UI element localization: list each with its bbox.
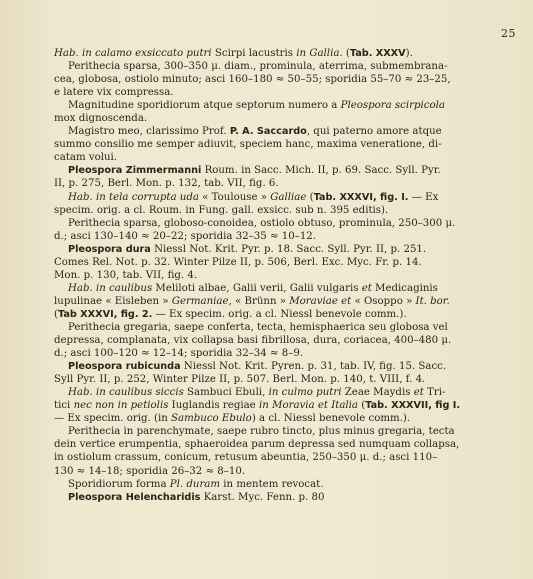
italic-text: Sambuco Ebulo	[171, 413, 252, 425]
italic-text: Pleospora scirpicola	[340, 100, 445, 112]
text-run: cea, globosa, ostiolo minuto; asci 160–180 ≈ 50–55; sporidia 55–70 ≈ 23–25,	[54, 74, 451, 86]
text-run: Iuglandis regiae	[168, 400, 259, 412]
bold-text: Tab XXXVI, fig. 2.	[57, 308, 153, 320]
text-run: tici	[54, 400, 74, 412]
text-run: Scirpi lacustris	[211, 48, 297, 59]
text-run: lupulinae « Eisleben »	[54, 295, 172, 307]
text-line	[54, 60, 466, 73]
bold-text: Pleospora Helencharidis	[68, 491, 201, 503]
text-line	[54, 399, 466, 412]
italic-text: Hab. in caulibus	[68, 282, 153, 294]
text-line	[54, 412, 466, 425]
text-run: mox dignoscenda.	[54, 113, 148, 125]
text-line	[54, 217, 466, 230]
text-run: (	[306, 191, 314, 203]
text-run: ).	[405, 48, 413, 59]
text-line	[54, 360, 466, 373]
text-run: Niessl Not. Krit. Pyr. p. 18. Sacc. Syll. Pyr. II, p. 251.	[150, 243, 427, 255]
text-run: Karst. Myc. Fenn. p. 80	[200, 491, 325, 503]
text-line	[54, 230, 466, 243]
text-line	[54, 308, 466, 321]
text-run: in ostiolum crassum, conicum, retusum abeuntia, 250–350 μ. d.; asci 110–	[54, 452, 438, 464]
text-run: Tri-	[423, 387, 446, 399]
text-run: Medicaginis	[371, 282, 438, 294]
text-run: Sporidiorum forma	[68, 478, 170, 490]
text-line	[54, 295, 466, 308]
text-run: Niessl Not. Krit. Pyren. p. 31, tab. IV, fig. 15. Sacc.	[180, 361, 447, 373]
text-run: — Ex specim. orig. (in	[54, 413, 172, 425]
page-number: 25	[501, 27, 516, 40]
text-run: in mentem revocat.	[220, 478, 324, 490]
text-line	[54, 321, 466, 334]
italic-text: in culmo putri	[268, 387, 342, 399]
italic-text: Hab. in calamo exsiccato putri	[54, 48, 212, 59]
italic-text: Moraviae et	[289, 295, 352, 307]
italic-text: Hab. in caulibus siccis	[68, 387, 184, 399]
text-run: « Toulouse »	[198, 191, 271, 203]
italic-text: Pl. duram	[169, 478, 221, 490]
text-run: depressa, complanata, vix collapsa basi fibrillosa, dura, coriacea, 400–480 μ.	[54, 335, 452, 347]
text-line	[54, 204, 466, 217]
text-run: (	[358, 400, 366, 412]
italic-text: et	[361, 282, 372, 294]
text-line	[54, 451, 466, 464]
text-run: II, p. 275, Berl. Mon. p. 132, tab. VII, fig. 6.	[54, 178, 279, 190]
text-run: « Brünn »	[231, 295, 290, 307]
text-run: specim. orig. a cl. Roum. in Fung. gall. exsicc. sub n. 395 editis).	[54, 204, 389, 216]
text-line	[54, 373, 466, 386]
text-run: Meliloti albae, Galii verii, Galii vulgaris	[152, 282, 362, 294]
text-line	[54, 125, 466, 138]
bold-text: Tab. XXXVI, fig. I.	[313, 191, 409, 203]
text-run: Perithecia gregaria, saepe conferta, tecta, hemisphaerica seu globosa vel	[68, 321, 448, 333]
text-run: Magistro meo, clarissimo Prof.	[68, 126, 230, 138]
text-line	[54, 491, 466, 504]
text-line	[54, 425, 466, 438]
text-run: 130 ≈ 14–18; sporidia 26–32 ≈ 8–10.	[54, 465, 246, 477]
text-run: — Ex specim. orig. a cl. Niessl benevole comm.).	[152, 308, 407, 320]
text-line	[54, 86, 466, 99]
bold-text: Tab. XXXV	[349, 48, 406, 59]
bold-text: Pleospora rubicunda	[68, 361, 181, 373]
text-line	[54, 73, 466, 86]
text-run: « Osoppo »	[351, 295, 416, 307]
text-run: Zeae Maydis	[341, 387, 414, 399]
text-line	[54, 191, 466, 204]
text-line	[54, 164, 466, 177]
text-run: d.; asci 130–140 ≈ 20–22; sporidia 32–35 ≈ 10–12.	[54, 230, 317, 242]
text-run: (	[342, 48, 350, 59]
text-run: , qui paterno amore atque	[306, 126, 442, 138]
text-run: Sambuci Ebuli,	[183, 387, 269, 399]
text-line	[54, 386, 466, 399]
text-line	[54, 269, 466, 282]
text-run: ) a cl. Niessl benevole comm.).	[251, 413, 411, 425]
text-run: Mon. p. 130, tab. VII, fig. 4.	[54, 269, 198, 281]
text-run: d.; asci 100–120 ≈ 12–14; sporidia 32–34 ≈ 8–9.	[54, 348, 304, 360]
italic-text: It. bor.	[415, 295, 450, 307]
text-line	[54, 243, 466, 256]
text-run: e latere vix compressa.	[54, 87, 174, 99]
text-run: summo consilio me semper adiuvit, speciem hanc, maxima veneratione, di-	[54, 139, 442, 151]
text-run: Perithecia sparsa, 300–350 μ. diam., prominula, aterrima, submembrana-	[68, 61, 448, 73]
italic-text: Galliae	[270, 191, 307, 203]
bold-text: Pleospora dura	[68, 243, 151, 255]
italic-text: in Gallia.	[296, 48, 343, 59]
text-run: (	[54, 308, 58, 320]
text-run: Magnitudine sporidiorum atque septorum numero a	[68, 100, 341, 112]
italic-text: Hab. in tela corrupta uda	[68, 191, 199, 203]
text-line	[54, 151, 466, 164]
text-line	[54, 112, 466, 125]
text-line	[54, 138, 466, 151]
text-run: Comes Rel. Not. p. 32. Winter Pilze II, p. 506, Berl. Exc. Myc. Fr. p. 14.	[54, 256, 422, 268]
text-line	[54, 256, 466, 269]
body-text	[54, 47, 466, 504]
text-line	[54, 99, 466, 112]
text-run: Perithecia in parenchymate, saepe rubro tincto, plus minus gregaria, tecta	[68, 426, 455, 438]
text-run: Roum. in Sacc. Mich. II, p. 69. Sacc. Syll. Pyr.	[201, 165, 441, 177]
text-line	[54, 282, 466, 295]
italic-text: in Moravia et Italia	[258, 400, 358, 412]
text-line	[54, 334, 466, 347]
text-line	[54, 478, 466, 491]
bold-text: P. A. Saccardo	[229, 126, 307, 138]
text-run: — Ex	[408, 191, 439, 203]
text-line	[54, 438, 466, 451]
bold-text: Tab. XXXVII, fig I.	[365, 400, 461, 412]
text-line	[54, 465, 466, 478]
text-line	[54, 347, 466, 360]
text-run: Perithecia sparsa, globoso-conoidea, ostiolo obtuso, prominula, 250–300 μ.	[68, 217, 456, 229]
italic-text: Germaniae,	[171, 295, 232, 307]
text-run: catam volui.	[54, 152, 118, 164]
text-line	[54, 177, 466, 190]
bold-text: Pleospora Zimmermanni	[68, 165, 202, 177]
text-run: Syll Pyr. II, p. 252, Winter Pilze II, p. 507. Berl. Mon. p. 140, t. VIII, f. 4.	[54, 374, 426, 386]
italic-text: nec non in petiolis	[73, 400, 169, 412]
italic-text: et	[413, 387, 424, 399]
text-line	[54, 47, 466, 60]
text-run: dein vertice erumpentia, sphaeroidea parum depressa sed numquam collapsa,	[54, 439, 460, 451]
